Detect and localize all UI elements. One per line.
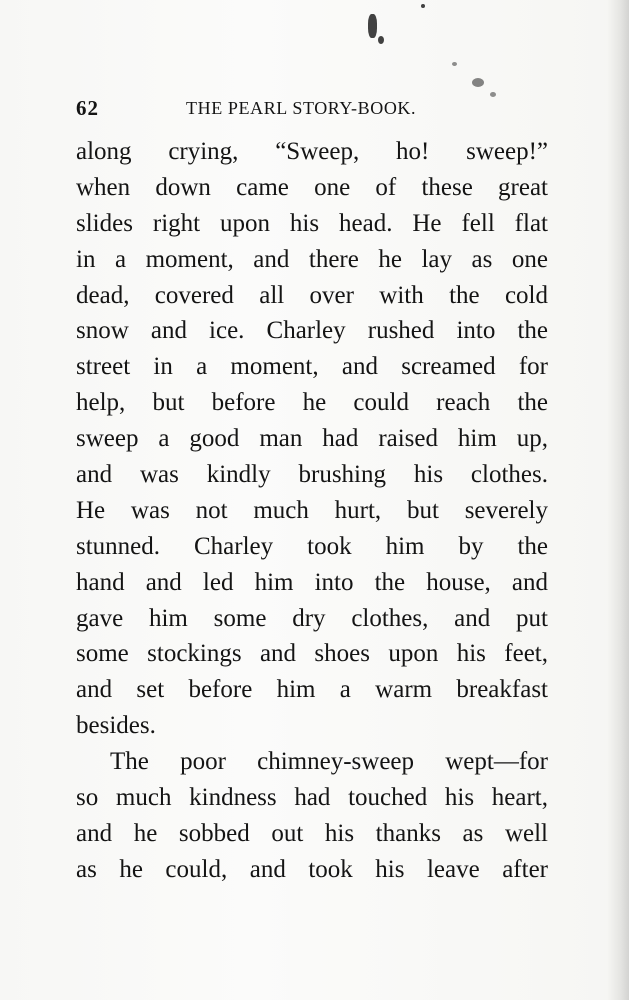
page-edge-shadow <box>607 0 629 1000</box>
text-line: He was not much hurt, but severely <box>76 496 548 524</box>
ink-speck <box>368 14 377 38</box>
text-line: hand and led him into the house, and <box>76 568 548 596</box>
ink-speck <box>472 78 484 87</box>
text-line: and set before him a warm breakfast <box>76 676 548 704</box>
text-line: as he could, and took his leave after <box>76 855 548 883</box>
text-line: street in a moment, and screamed for <box>76 353 548 381</box>
ink-speck <box>452 62 457 66</box>
text-line-paragraph-start: The poor chimney-sweep wept—for <box>110 748 548 776</box>
text-line: snow and ice. Charley rushed into the <box>76 317 548 345</box>
text-line: help, but before he could reach the <box>76 389 548 417</box>
ink-speck <box>421 4 425 8</box>
text-line: and he sobbed out his thanks as well <box>76 819 548 847</box>
text-line: when down came one of these great <box>76 173 548 201</box>
text-line: and was kindly brushing his clothes. <box>76 461 548 489</box>
text-line: gave him some dry clothes, and put <box>76 604 548 632</box>
text-line: along crying, “Sweep, ho! sweep!” <box>76 138 548 165</box>
page-number: 62 <box>76 96 99 120</box>
text-line: dead, covered all over with the cold <box>76 281 548 309</box>
text-line: stunned. Charley took him by the <box>76 532 548 560</box>
body-text <box>76 134 548 888</box>
text-line: sweep a good man had raised him up, <box>76 425 548 453</box>
text-line: some stockings and shoes upon his feet, <box>76 640 548 668</box>
text-line: slides right upon his head. He fell flat <box>76 209 548 237</box>
book-title: THE PEARL STORY-BOOK. <box>186 98 417 118</box>
running-head <box>76 96 546 122</box>
text-line: so much kindness had touched his heart, <box>76 784 548 812</box>
ink-speck <box>378 36 384 44</box>
text-line: in a moment, and there he lay as one <box>76 245 548 273</box>
text-line-paragraph-end: besides. <box>76 712 156 740</box>
